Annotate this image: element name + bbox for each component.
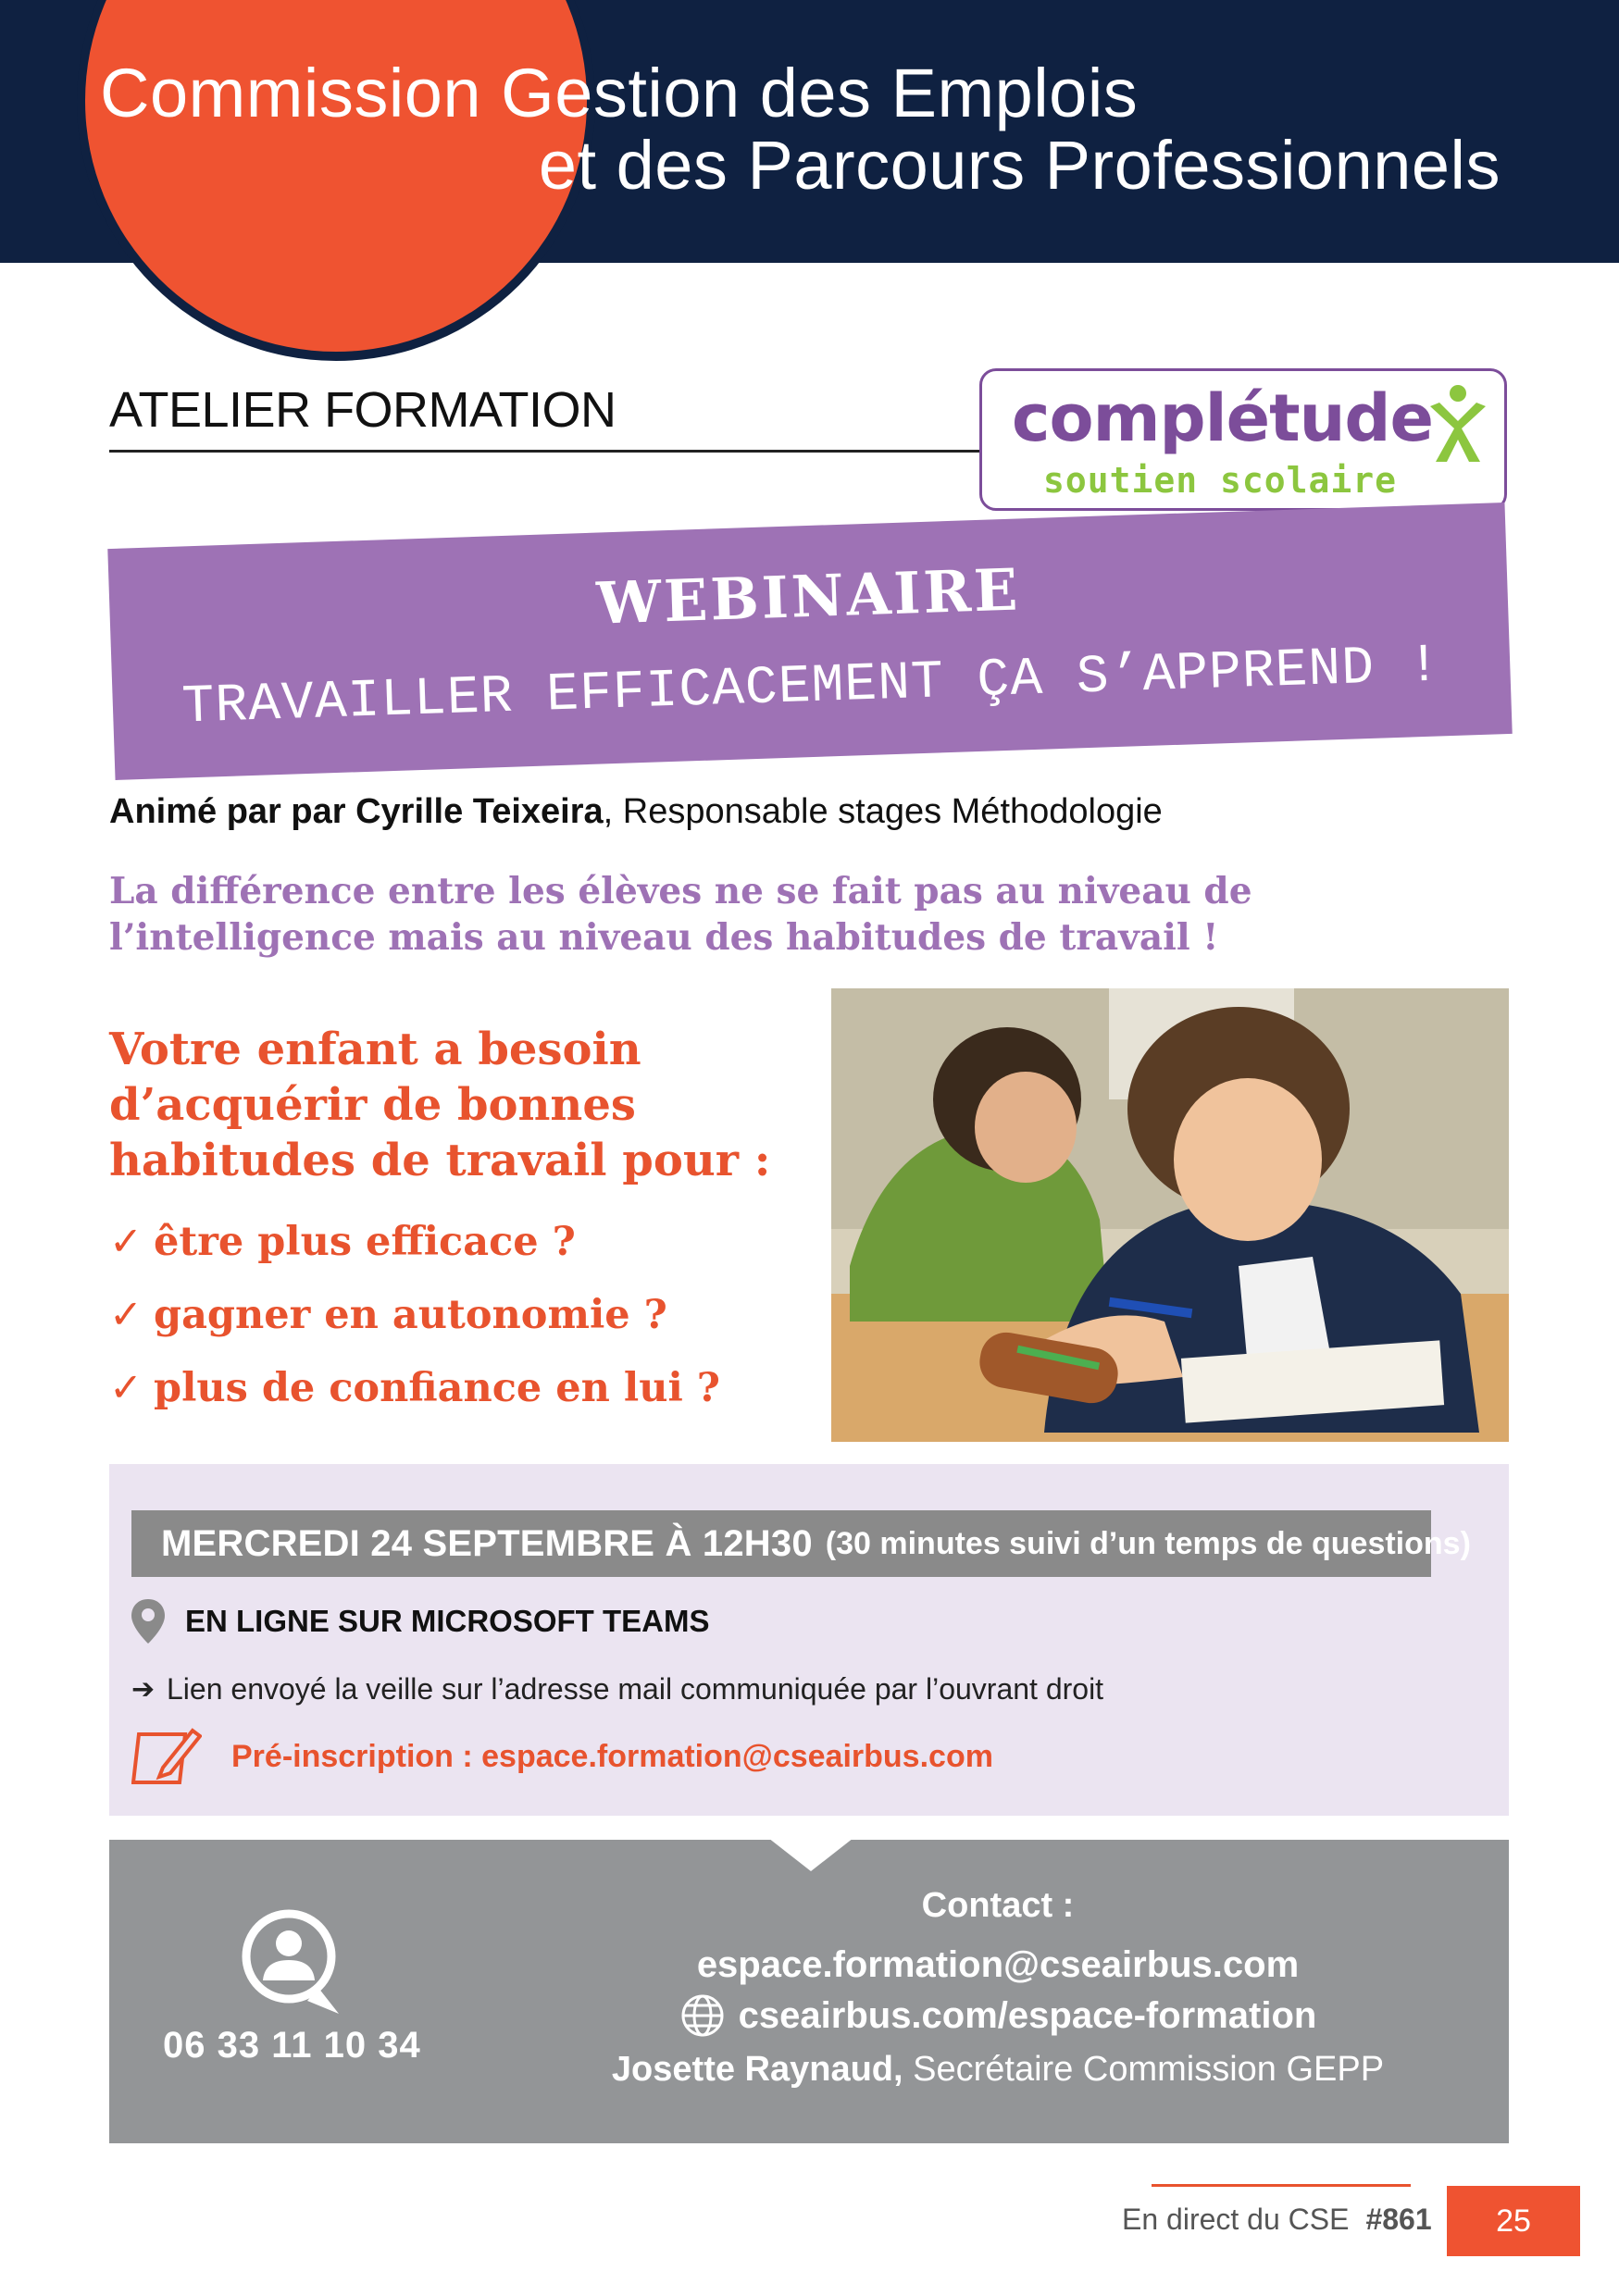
logo-brand: complétude [1012, 380, 1433, 456]
location-row [130, 1594, 710, 1649]
intro-tagline: La différence entre les élèves ne se fait pas au niveau de l’intelligence mais au niveau des habitudes de travail ! [109, 870, 1252, 959]
banner-title: WEBINAIRE [595, 555, 1022, 638]
preinscription-link[interactable]: Pré-inscription : espace.formation@cseairbus.com [231, 1738, 993, 1774]
need-text: être plus efficace ? [154, 1218, 576, 1265]
contact-person-name: Josette Raynaud, [611, 2050, 903, 2089]
arrow-right-icon: ➔ [131, 1673, 156, 1705]
page-number: 25 [1447, 2186, 1580, 2256]
pen-edit-icon [131, 1727, 202, 1786]
animator-line [109, 792, 1163, 832]
list-item [109, 1205, 720, 1278]
event-location: EN LIGNE SUR MICROSOFT TEAMS [185, 1604, 710, 1638]
footer-rule [1152, 2184, 1411, 2187]
header-orange-circle-front [85, 0, 587, 352]
need-text: plus de confiance en lui ? [154, 1364, 720, 1411]
footer-publication [1122, 2203, 1432, 2237]
header-title-line2: et des Parcours Professionnels [538, 127, 1501, 204]
logo-tagline: soutien scolaire [1043, 460, 1398, 501]
contact-person-role: Secrétaire Commission GEPP [903, 2050, 1385, 2089]
contact-email[interactable]: espace.formation@cseairbus.com [696, 1944, 1300, 1985]
contact-avatar-icon [239, 1906, 344, 2019]
contact-phone: 06 33 11 10 34 [163, 2025, 421, 2066]
banner-subtitle: TRAVAILLER EFFICACEMENT ÇA S’APPREND ! [181, 636, 1442, 738]
animator-role: , Responsable stages Méthodologie [603, 792, 1163, 831]
needs-list [109, 1205, 720, 1424]
list-item [109, 1278, 720, 1351]
header-title-line1: Commission Gestion des Emplois [100, 55, 1139, 131]
contact-notch [768, 1838, 853, 1871]
contact-website[interactable]: cseairbus.com/espace-formation [738, 1994, 1317, 2036]
students-photo [831, 988, 1509, 1442]
contact-label: Contact : [921, 1886, 1075, 1925]
contact-details [526, 1882, 1470, 2097]
animator-name: Animé par par Cyrille Teixeira [109, 792, 604, 831]
contact-box [109, 1840, 1509, 2143]
preinscription-row [131, 1723, 993, 1790]
section-title: ATELIER FORMATION [109, 382, 616, 438]
section-divider [109, 450, 983, 453]
need-text: gagner en autonomie ? [154, 1291, 667, 1338]
event-duration: (30 minutes suivi d’un temps de questions) [825, 1525, 1471, 1561]
link-note-row [131, 1666, 1103, 1712]
check-icon: ✓ [109, 1291, 143, 1338]
globe-icon [679, 1992, 726, 2039]
link-note: Lien envoyé la veille sur l’adresse mail communiquée par l’ouvrant droit [167, 1671, 1104, 1706]
publication-name: En direct du CSE [1122, 2203, 1350, 2236]
event-info-box [109, 1464, 1509, 1816]
needs-heading: Votre enfant a besoin d’acquérir de bonnes habitudes de travail pour : [109, 1024, 771, 1186]
date-bar [131, 1510, 1471, 1577]
completude-logo [979, 368, 1507, 511]
person-figure-icon [1426, 384, 1489, 464]
event-date: MERCREDI 24 SEPTEMBRE À 12H30 [161, 1522, 813, 1564]
list-item [109, 1351, 720, 1424]
issue-number: #861 [1365, 2203, 1432, 2236]
contact-website-row [526, 1990, 1470, 2042]
location-pin-icon [130, 1597, 167, 1645]
check-icon: ✓ [109, 1218, 143, 1265]
check-icon: ✓ [109, 1364, 143, 1411]
contact-person [526, 2042, 1470, 2097]
webinar-banner [107, 503, 1512, 780]
